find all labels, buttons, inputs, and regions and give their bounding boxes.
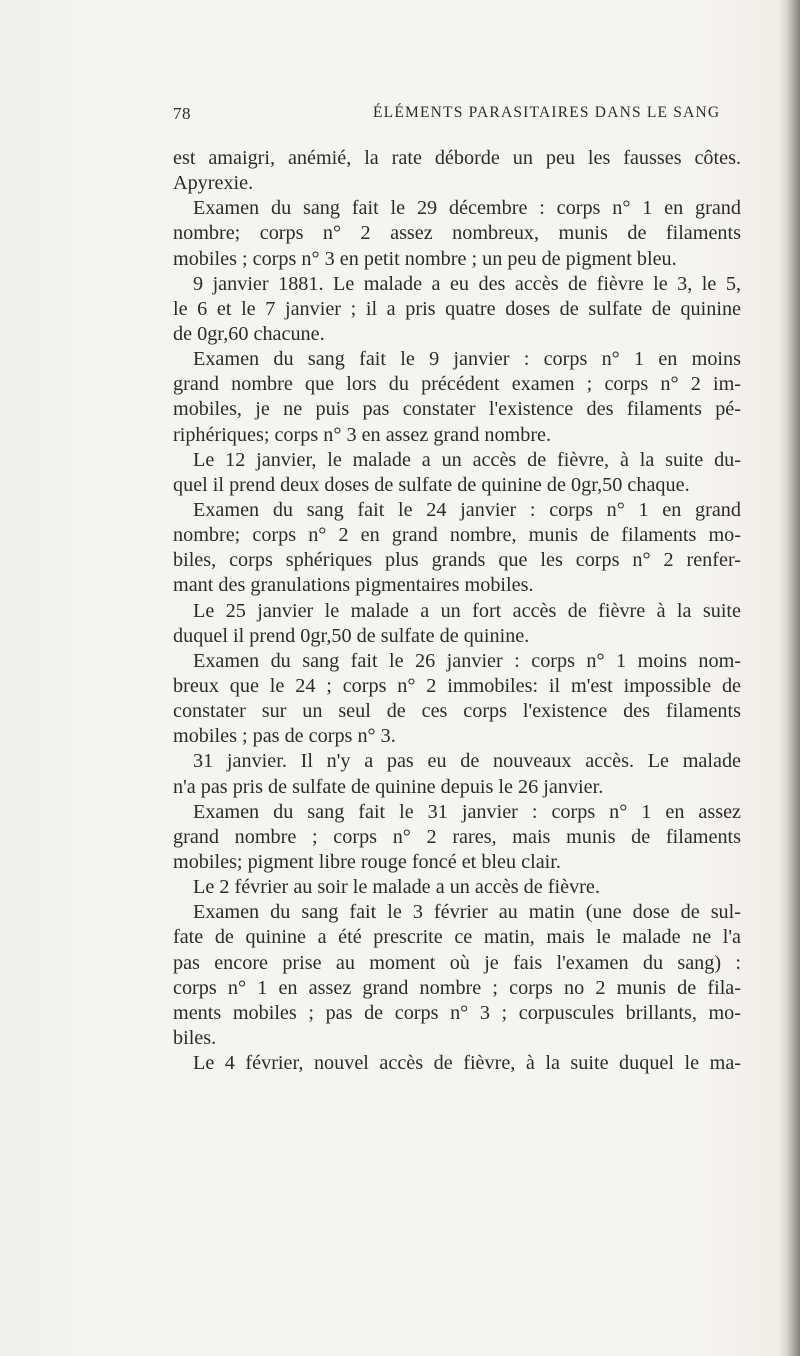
page-edge-shadow [778,0,800,1356]
text-line: est amaigri, anémié, la rate déborde un peu les fausses côtes. [173,147,741,169]
text-line: biles. [173,1026,217,1049]
text-line: mobiles ; corps n° 3 en petit nombre ; un peu de pigment bleu. [173,247,677,270]
running-head: ÉLÉMENTS PARASITAIRES DANS LE SANG [373,104,721,121]
text-line: biles, corps sphériques plus grands que les corps n° 2 renfer- [173,549,741,572]
text-line: 9 janvier 1881. Le malade a eu des accès de fièvre le 3, le 5, [193,272,741,295]
text-line: fate de quinine a été prescrite ce matin, mais le malade ne l'a [173,926,741,949]
text-line: Le 25 janvier le malade a un fort accès de fièvre à la suite [193,599,741,622]
text-line: Examen du sang fait le 9 janvier : corps n° 1 en moins [193,348,741,371]
text-line: pas encore prise au moment où je fais l'examen du sang) : [173,951,741,974]
text-line: grand nombre ; corps n° 2 rares, mais munis de filaments [173,825,741,848]
text-line: de 0gr,60 chacune. [173,322,325,345]
text-line: duquel il prend 0gr,50 de sulfate de quinine. [173,624,530,647]
text-line: quel il prend deux doses de sulfate de quinine de 0gr,50 chaque. [173,473,690,496]
text-line: constater sur un seul de ces corps l'existence des filaments [173,700,741,723]
text-line: Le 2 février au soir le malade a un accès de fièvre. [193,876,600,899]
text-line: Examen du sang fait le 26 janvier : corps n° 1 moins nom- [193,649,741,672]
text-line: Examen du sang fait le 3 février au matin (une dose de sul- [193,901,741,924]
page-header [173,104,733,128]
text-line: Examen du sang fait le 29 décembre : corps n° 1 en grand [193,197,741,220]
text-line: le 6 et le 7 janvier ; il a pris quatre doses de sulfate de quinine [173,297,741,320]
text-line: mant des granulations pigmentaires mobiles. [173,574,534,597]
text-line: mobiles ; pas de corps n° 3. [173,725,396,748]
text-line: corps n° 1 en assez grand nombre ; corps no 2 munis de fila- [173,976,741,999]
text-line: nombre; corps n° 2 en grand nombre, munis de filaments mo- [173,524,741,547]
text-line: mobiles, je ne puis pas constater l'existence des filaments pé- [173,398,741,421]
text-line: grand nombre que lors du précédent examen ; corps n° 2 im- [173,373,741,396]
text-line: n'a pas pris de sulfate de quinine depuis le 26 janvier. [173,775,604,798]
page-number: 78 [173,104,191,123]
text-line: Apyrexie. [173,172,254,195]
text-line: Le 4 février, nouvel accès de fièvre, à la suite duquel le ma- [193,1052,741,1075]
text-line: nombre; corps n° 2 assez nombreux, munis de filaments [173,222,741,245]
text-line: Le 12 janvier, le malade a un accès de fièvre, à la suite du- [193,448,741,471]
text-line: Examen du sang fait le 31 janvier : corps n° 1 en assez [193,800,741,823]
text-line: riphériques; corps n° 3 en assez grand nombre. [173,423,552,446]
body-text [173,146,741,1076]
text-line: breux que le 24 ; corps n° 2 immobiles: il m'est impossible de [173,674,741,697]
text-line: 31 janvier. Il n'y a pas eu de nouveaux accès. Le malade [193,750,741,773]
text-line: mobiles; pigment libre rouge foncé et bleu clair. [173,850,561,873]
text-line: ments mobiles ; pas de corps n° 3 ; corpuscules brillants, mo- [173,1001,741,1024]
text-line: Examen du sang fait le 24 janvier : corps n° 1 en grand [193,498,741,521]
